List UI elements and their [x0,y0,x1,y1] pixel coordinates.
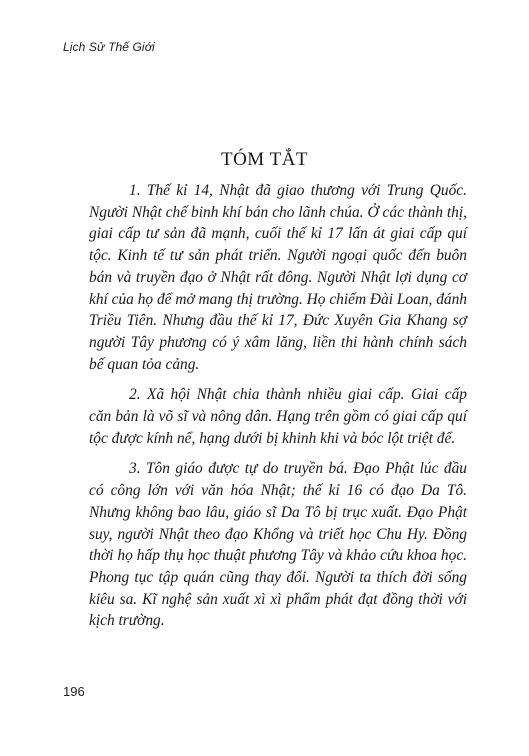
page-number: 196 [63,684,85,699]
summary-paragraph-1: 1. Thế kỉ 14, Nhật đã giao thương với Trung Quốc. Người Nhật chế binh khí bán cho lãnh chúa. Ở các thành thị, giai cấp tư sản đã mạnh, cuối thế kỉ 17 lấn át giai cấp quí tộc. Kinh tế tư sản phát triển. Người ngoại quốc đến buôn bán và truyền đạo ở Nhật rất đông. Người Nhật lợi dụng cơ khí của họ để mở mang thị trường. Họ chiếm Đài Loan, đánh Triều Tiên. Nhưng đầu thế kỉ 17, Đức Xuyên Gia Khang sợ người Tây phương có ý xâm lăng, liền thi hành chính sách bế quan tỏa cảng. [89,182,467,373]
summary-paragraph-3: 3. Tôn giáo được tự do truyền bá. Đạo Phật lúc đầu có công lớn với văn hóa Nhật; thế kỉ 16 có đạo Da Tô. Nhưng không bao lâu, giáo sĩ Da Tô bị trục xuất. Đạo Phật suy, người Nhật theo đạo Khổng và triết học Chu Hy. Đồng thời họ hấp thụ học thuật phương Tây và khảo cứu khoa học. Phong tục tập quán cũng thay đổi. Người ta thích đời sống kiêu sa. Kĩ nghệ sản xuất xì xì phẩm phát đạt đồng thời với kịch trường. [89,460,467,630]
summary-paragraph-2: 2. Xã hội Nhật chia thành nhiều giai cấp. Giai cấp căn bản là võ sĩ và nông dân. Hạng trên gồm có giai cấp quí tộc được kính nể, hạng dưới bị khinh khi và bóc lột triệt để. [89,386,467,447]
section-title: TÓM TẮT [220,149,309,170]
running-header: Lịch Sử Thế Giới [63,40,155,54]
summary-body [89,180,467,632]
